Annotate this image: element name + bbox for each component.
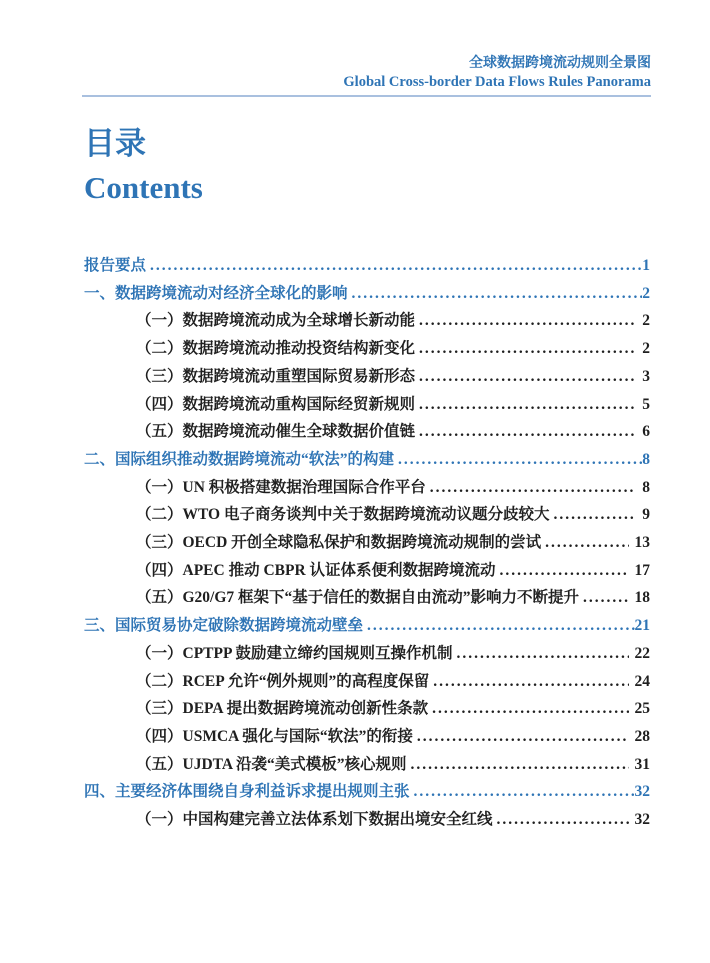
toc-entry[interactable] [84, 252, 650, 280]
toc-leader-dots [146, 252, 642, 280]
toc-entry-label: （五）UJDTA 沿袭“美式模板”核心规则 [136, 755, 407, 773]
toc-entry[interactable] [84, 668, 650, 696]
toc-entry-page: 2 [642, 284, 650, 302]
page-header [82, 54, 651, 97]
toc-entry-label: 四、主要经济体围绕自身利益诉求提出规则主张 [84, 783, 410, 801]
toc-leader-dots [415, 335, 636, 363]
toc-entry-page: 5 [642, 395, 650, 413]
toc-entry-label: （三）OECD 开创全球隐私保护和数据跨境流动规制的尝试 [136, 534, 542, 552]
toc-entry-page: 6 [642, 423, 650, 441]
toc-entry-label: （二）数据跨境流动推动投资结构新变化 [136, 340, 416, 358]
toc-entry-label: （四）数据跨境流动重构国际经贸新规则 [136, 395, 416, 413]
toc-leader-dots [428, 695, 628, 723]
toc-entry-page: 31 [634, 755, 650, 773]
report-title-en: Global Cross-border Data Flows Rules Panorama [343, 74, 651, 90]
toc-entry-page: 2 [642, 340, 650, 358]
toc-leader-dots [394, 446, 642, 474]
toc-entry-label: （一）CPTPP 鼓励建立缔约国规则互操作机制 [136, 644, 453, 662]
toc-entry[interactable] [84, 446, 650, 474]
toc-entry[interactable] [84, 778, 650, 806]
toc-entry-label: （四）APEC 推动 CBPR 认证体系便利数据跨境流动 [136, 561, 496, 579]
toc-leader-dots [415, 307, 636, 335]
toc-entry-label: （二）WTO 电子商务谈判中关于数据跨境流动议题分歧较大 [136, 506, 550, 524]
toc-entry-page: 21 [634, 617, 650, 635]
toc-entry-page: 8 [642, 478, 650, 496]
toc-leader-dots [496, 557, 629, 585]
toc-leader-dots [429, 668, 628, 696]
toc-entry-page: 2 [642, 312, 650, 330]
toc-entry[interactable] [84, 391, 650, 419]
toc-entry-page: 32 [634, 811, 650, 829]
toc-entry-page: 3 [642, 367, 650, 385]
toc-entry[interactable] [84, 723, 650, 751]
toc-entry[interactable] [84, 529, 650, 557]
toc-leader-dots [407, 751, 629, 779]
toc-entry[interactable] [84, 806, 650, 834]
toc-leader-dots [541, 529, 628, 557]
toc-entry-label: （四）USMCA 强化与国际“软法”的衔接 [136, 727, 413, 745]
toc-entry-page: 8 [642, 450, 650, 468]
toc-entry[interactable] [84, 557, 650, 585]
toc-leader-dots [426, 474, 636, 502]
toc-entry-label: （一）中国构建完善立法体系划下数据出境安全红线 [136, 811, 493, 829]
toc-entry[interactable] [84, 474, 650, 502]
toc-entry-label: （一）数据跨境流动成为全球增长新动能 [136, 312, 416, 330]
toc-entry-page: 17 [634, 561, 650, 579]
toc-entry[interactable] [84, 335, 650, 363]
toc-leader-dots [413, 723, 629, 751]
toc-entry-page: 22 [634, 644, 650, 662]
toc-entry-page: 18 [634, 589, 650, 607]
toc-entry-page: 1 [642, 257, 650, 274]
toc-entry[interactable] [84, 501, 650, 529]
toc-entry-page: 9 [642, 506, 650, 524]
toc-entry[interactable] [84, 695, 650, 723]
toc-leader-dots [410, 778, 635, 806]
toc-leader-dots [550, 501, 637, 529]
toc-entry-label: 一、数据跨境流动对经济全球化的影响 [84, 284, 348, 302]
toc-leader-dots [363, 612, 634, 640]
toc-entry[interactable] [84, 363, 650, 391]
toc-leader-dots [579, 584, 628, 612]
toc-entry[interactable] [84, 612, 650, 640]
toc-entry-label: 三、国际贸易协定破除数据跨境流动壁垒 [84, 617, 364, 635]
toc-entry-page: 24 [634, 672, 650, 690]
toc-title-en: Contents [84, 170, 203, 205]
toc-leader-dots [415, 363, 636, 391]
header-rule [82, 95, 651, 97]
toc-entry-page: 13 [634, 534, 650, 552]
toc-entry-label: （一）UN 积极搭建数据治理国际合作平台 [136, 478, 426, 496]
toc-leader-dots [348, 280, 643, 308]
toc-entry-label: （五）数据跨境流动催生全球数据价值链 [136, 423, 416, 441]
toc-entry-label: （五）G20/G7 框架下“基于信任的数据自由流动”影响力不断提升 [136, 589, 580, 607]
toc-entry-label: （三）数据跨境流动重塑国际贸易新形态 [136, 367, 416, 385]
toc-entry[interactable] [84, 751, 650, 779]
toc-leader-dots [452, 640, 628, 668]
toc-entry-page: 28 [634, 727, 650, 745]
toc-leader-dots [493, 806, 629, 834]
toc-list [84, 252, 650, 834]
toc-entry[interactable] [84, 584, 650, 612]
toc-entry-label: （二）RCEP 允许“例外规则”的高程度保留 [136, 672, 430, 690]
toc-title-zh: 目录 [84, 126, 146, 161]
toc-entry-label: （三）DEPA 提出数据跨境流动创新性条款 [136, 700, 429, 718]
toc-entry-page: 32 [634, 783, 650, 801]
toc-leader-dots [415, 391, 636, 419]
toc-entry[interactable] [84, 418, 650, 446]
toc-entry-label: 二、国际组织推动数据跨境流动“软法”的构建 [84, 450, 395, 468]
toc-entry[interactable] [84, 307, 650, 335]
toc-entry-label: 报告要点 [84, 257, 147, 274]
report-title-zh: 全球数据跨境流动规则全景图 [469, 56, 651, 71]
toc-leader-dots [415, 418, 636, 446]
toc-entry-page: 25 [634, 700, 650, 718]
toc-entry[interactable] [84, 280, 650, 308]
toc-entry[interactable] [84, 640, 650, 668]
toc-title [84, 122, 203, 210]
